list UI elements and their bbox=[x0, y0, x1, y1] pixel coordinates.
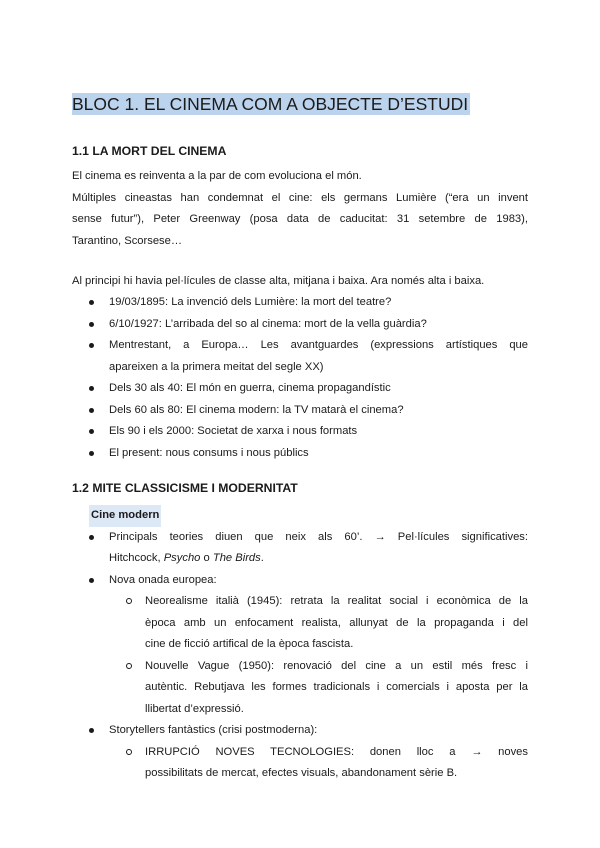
intro-line: El cinema es reinventa a la par de com evoluciona el món. bbox=[72, 170, 362, 182]
classes-text: Al principi hi havia pel·lícules de classe alta, mitjana i baixa. Ara només alta i baixa. bbox=[72, 275, 485, 287]
list-item: Els 90 i els 2000: Societat de xarxa i nous formats bbox=[72, 421, 528, 443]
list-item: El present: nous consums i nous públics bbox=[72, 443, 528, 465]
nested-list bbox=[109, 742, 528, 785]
page-title: BLOC 1. EL CINEMA COM A OBJECTE D’ESTUDI bbox=[72, 94, 469, 114]
list-item: Nova onada europea: Neorealisme italià (1945): retrata la realitat social i econòmica de la època amb un enfocament realista, allunyat de la propaganda i del cine de ficció artifical de la època fascista. Nouvelle Vague (1950): renovació del cine a un estil més fresc i autèntic. Rebutjava les formes tradicionals i comercials i aposta per la llibertat d’expressió. bbox=[72, 570, 528, 721]
classes-paragraph bbox=[72, 271, 528, 293]
intro-line: Múltiples cineastas han condemnat el cine: els germans Lumière (“era un invent bbox=[72, 191, 528, 204]
nested-list bbox=[109, 591, 528, 720]
film-title: Psycho bbox=[163, 552, 201, 564]
cinema-timeline-list bbox=[72, 292, 528, 464]
cine-modern-section bbox=[72, 505, 528, 785]
list-item: Principals teories diuen que neix als 60’. → Pel·lícules significatives: Hitchcock, Psycho o The Birds. bbox=[72, 527, 528, 570]
section-heading-1-2: 1.2 MITE CLASSICISME I MODERNITAT bbox=[72, 481, 298, 495]
list-item: Storytellers fantàstics (crisi postmoderna): IRRUPCIÓ NOVES TECNOLOGIES: donen lloc a → noves possibilitats de mercat, efectes visuals, abandonament sèrie B. bbox=[72, 720, 528, 785]
intro-line: Tarantino, Scorsese… bbox=[72, 234, 183, 247]
film-title: The Birds bbox=[212, 552, 261, 564]
list-item: Mentrestant, a Europa… Les avantguardes (expressions artístiques que apareixen a la primera meitat del segle XX) bbox=[72, 335, 528, 378]
nested-list-item: IRRUPCIÓ NOVES TECNOLOGIES: donen lloc a → noves possibilitats de mercat, efectes visuals, abandonament sèrie B. bbox=[72, 742, 528, 785]
list-item: Dels 30 als 40: El món en guerra, cinema propagandístic bbox=[72, 378, 528, 400]
nested-list-item: Neorealisme italià (1945): retrata la realitat social i econòmica de la època amb un enfocament realista, allunyat de la propaganda i del cine de ficció artifical de la època fascista. bbox=[72, 591, 528, 656]
nested-list-item: Nouvelle Vague (1950): renovació del cine a un estil més fresc i autèntic. Rebutjava les formes tradicionals i comercials i aposta per la llibertat d’expressió. bbox=[72, 656, 528, 721]
intro-paragraph bbox=[72, 166, 528, 252]
section-heading-1-1: 1.1 LA MORT DEL CINEMA bbox=[72, 144, 227, 158]
list-item: 6/10/1927: L’arribada del so al cinema: mort de la vella guàrdia? bbox=[72, 314, 528, 336]
list-item: 19/03/1895: La invenció dels Lumière: la mort del teatre? bbox=[72, 292, 528, 314]
intro-line: sense futur”), Peter Greenway (posa data de caducitat: 31 setembre de 1983), bbox=[72, 213, 528, 225]
cine-modern-list bbox=[72, 527, 528, 785]
subsection-heading: Cine modern bbox=[89, 505, 161, 527]
list-item: Dels 60 als 80: El cinema modern: la TV matarà el cinema? bbox=[72, 400, 528, 422]
